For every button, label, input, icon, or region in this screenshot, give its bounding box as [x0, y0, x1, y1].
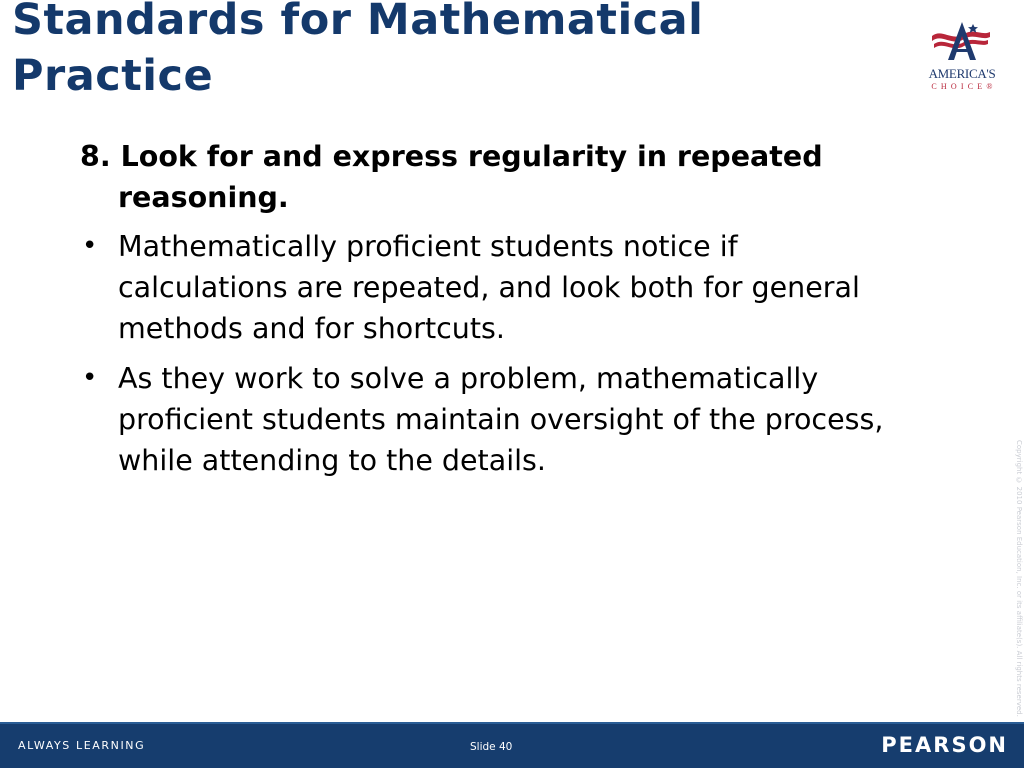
bullet-text: As they work to solve a problem, mathematically proficient students maintain oversight of the process, while attending to the details.: [118, 362, 884, 477]
bullet-dot-icon: •: [82, 231, 98, 261]
footer-bar: [0, 722, 1024, 768]
bullet-text: Mathematically proficient students notice if calculations are repeated, and look both for general methods and for shortcuts.: [118, 230, 860, 345]
bullet-item: [80, 226, 890, 349]
slide-number: Slide 40: [470, 741, 513, 753]
flag-a-icon: [918, 18, 1008, 66]
logo-text-americas: AMERICA'S: [928, 66, 996, 81]
logo-text-choice: CHOICE®: [931, 82, 997, 91]
slide-body: [80, 136, 890, 490]
slide-title: Standards for Mathematical Practice: [12, 0, 704, 101]
practice-heading: 8. Look for and express regularity in repeated reasoning.: [80, 140, 823, 214]
copyright-notice: Copyright © 2010 Pearson Education, Inc. or its affiliate(s). All rights reserved.: [1015, 440, 1023, 717]
pearson-logo: PEARSON: [881, 733, 1008, 757]
footer-tagline: ALWAYS LEARNING: [18, 739, 146, 752]
bullet-item: [80, 358, 890, 481]
americas-choice-logo: [918, 18, 1008, 98]
bullet-dot-icon: •: [82, 363, 98, 393]
